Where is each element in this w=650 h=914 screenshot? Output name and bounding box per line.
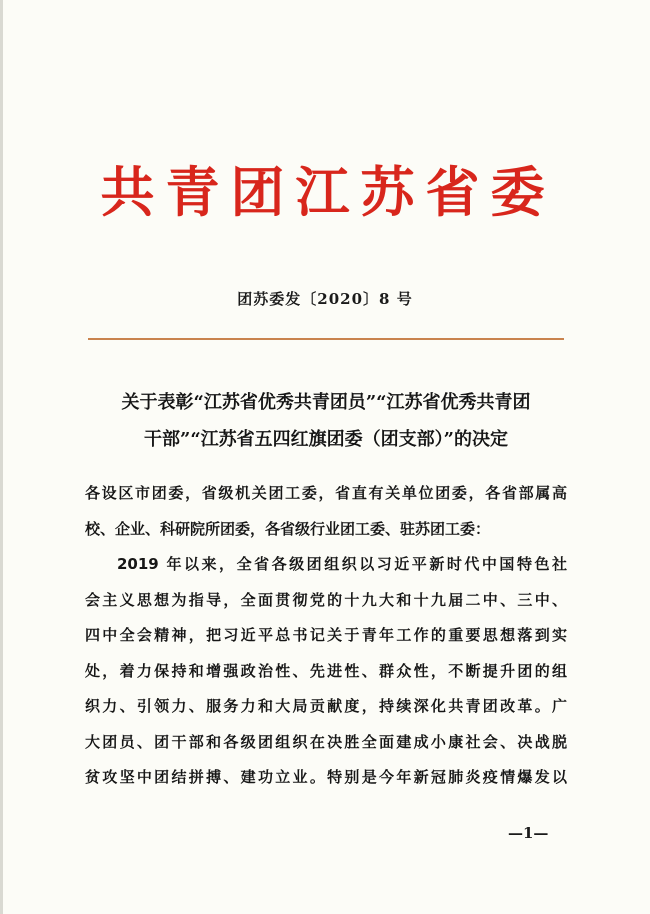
- body-line: 各设区市团委，省级机关团工委，省直有关单位团委，各省部属高: [85, 484, 567, 502]
- body-line: 织力、引领力、服务力和大局贡献度，持续深化共青团改革。广: [85, 697, 567, 715]
- title-line-2: 干部”“江苏省五四红旗团委（团支部）”的决定: [143, 429, 509, 450]
- body-line: 贫攻坚中团结拼搏、建功立业。特别是今年新冠肺炎疫情爆发以: [85, 768, 567, 786]
- page-number: —1—: [508, 824, 549, 842]
- separator-rule: [88, 338, 564, 340]
- page-edge: [0, 0, 3, 914]
- document-title: [88, 384, 564, 458]
- document-body: [85, 476, 567, 796]
- body-line: 处，着力保持和增强政治性、先进性、群众性，不断提升团的组: [85, 661, 567, 680]
- body-line: 2019 年以来，全省各级团组织以习近平新时代中国特色社: [117, 555, 567, 573]
- body-line: 四中全会精神，把习近平总书记关于青年工作的重要思想落到实: [85, 626, 567, 644]
- title-line-1: 关于表彰“江苏省优秀共青团员”“江苏省优秀共青团: [121, 392, 531, 413]
- body-line: 校、企业、科研院所团委，各省级行业团工委、驻苏团工委：: [85, 519, 491, 538]
- body-line: 大团员、团干部和各级团组织在决胜全面建成小康社会、决战脱: [85, 732, 567, 751]
- issuer-masthead: 共青团江苏省委: [100, 160, 556, 224]
- body-line: 会主义思想为指导，全面贯彻党的十九大和十九届二中、三中、: [85, 590, 567, 609]
- document-number: 团苏委发〔2020〕8 号: [237, 290, 413, 308]
